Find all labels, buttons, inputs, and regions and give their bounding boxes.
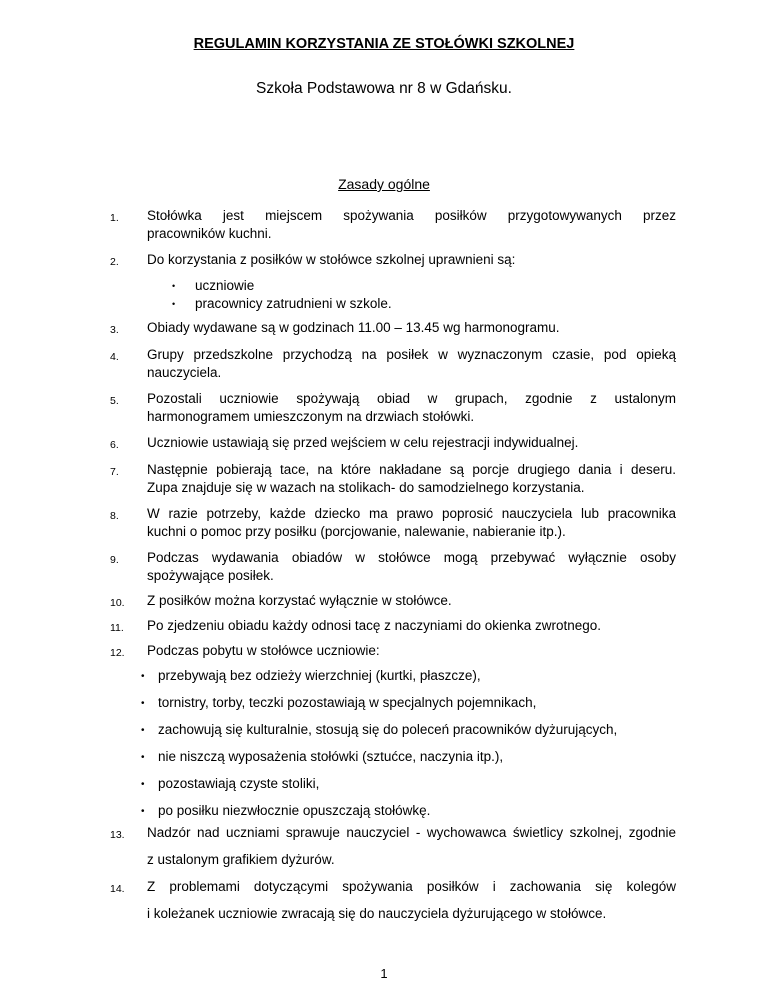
rule-number: 12. [110, 647, 125, 659]
bullet-icon: • [141, 752, 145, 763]
list-item: pozostawiają czyste stoliki, [158, 776, 320, 791]
rule-text: Obiady wydawane są w godzinach 11.00 – 13.45 wg harmonogramu. [147, 320, 560, 335]
rule-text: Nadzór nad uczniami sprawuje nauczyciel - wychowawca świetlicy szkolnej, zgodnie [147, 825, 676, 840]
list-item: pracownicy zatrudnieni w szkole. [195, 296, 392, 311]
list-item: tornistry, torby, teczki pozostawiają w specjalnych pojemnikach, [158, 695, 537, 710]
bullet-icon: • [172, 299, 176, 309]
rule-number: 6. [110, 439, 119, 451]
rule-text: Do korzystania z posiłków w stołówce szkolnej uprawnieni są: [147, 252, 516, 267]
rule-text: Następnie pobierają tace, na które nakładane są porcje drugiego dania i deseru. [147, 462, 676, 477]
list-item: zachowują się kulturalnie, stosują się do poleceń pracowników dyżurujących, [158, 722, 618, 737]
rule-number: 3. [110, 324, 119, 336]
list-item: nie niszczą wyposażenia stołówki (sztućce, naczynia itp.), [158, 749, 504, 764]
rule-text: Grupy przedszkolne przychodzą na posiłek w wyznaczonym czasie, pod opieką [147, 347, 676, 362]
document-title: REGULAMIN KORZYSTANIA ZE STOŁÓWKI SZKOLNEJ [193, 36, 575, 52]
rule-text: nauczyciela. [147, 365, 222, 380]
rule-text: Zupa znajduje się w wazach na stolikach- do samodzielnego korzystania. [147, 480, 585, 495]
rule-text: spożywające posiłek. [147, 568, 274, 583]
rule-text: Z posiłków można korzystać wyłącznie w stołówce. [147, 593, 452, 608]
rule-number: 8. [110, 510, 119, 522]
bullet-icon: • [141, 698, 145, 709]
rule-number: 10. [110, 597, 125, 609]
list-item: po posiłku niezwłocznie opuszczają stołówkę. [158, 803, 431, 818]
rule-text: Podczas pobytu w stołówce uczniowie: [147, 643, 380, 658]
rule-text: Z problemami dotyczącymi spożywania posiłków i zachowania się kolegów [147, 879, 676, 894]
rule-text: i koleżanek uczniowie zwracają się do nauczyciela dyżurującego w stołówce. [147, 906, 607, 921]
bullet-icon: • [141, 725, 145, 736]
rule-text: harmonogramem umieszczonym na drzwiach stołówki. [147, 409, 475, 424]
bullet-icon: • [172, 281, 176, 291]
bullet-icon: • [141, 806, 145, 817]
rule-text: Po zjedzeniu obiadu każdy odnosi tacę z naczyniami do okienka zwrotnego. [147, 618, 602, 633]
rule-number: 7. [110, 466, 119, 478]
rule-number: 2. [110, 256, 119, 268]
rule-text: W razie potrzeby, każde dziecko ma prawo poprosić nauczyciela lub pracownika [147, 506, 676, 521]
bullet-icon: • [141, 671, 145, 682]
rule-number: 4. [110, 351, 119, 363]
rule-number: 5. [110, 395, 119, 407]
rule-text: Pozostali uczniowie spożywają obiad w grupach, zgodnie z ustalonym [147, 391, 676, 406]
rule-number: 1. [110, 212, 119, 224]
rule-text: Podczas wydawania obiadów w stołówce mogą przebywać wyłącznie osoby [147, 550, 676, 565]
page-number: 1 [380, 966, 388, 981]
rule-text: Uczniowie ustawiają się przed wejściem w celu rejestracji indywidualnej. [147, 435, 579, 450]
section-heading: Zasady ogólne [338, 176, 430, 192]
rule-number: 9. [110, 554, 119, 566]
rule-number: 13. [110, 829, 125, 841]
rule-text: Stołówka jest miejscem spożywania posiłków przygotowywanych przez [147, 208, 676, 223]
list-item: przebywają bez odzieży wierzchniej (kurtki, płaszcze), [158, 668, 481, 683]
rule-number: 11. [110, 622, 124, 634]
rule-text: pracowników kuchni. [147, 226, 272, 241]
rule-number: 14. [110, 883, 125, 895]
rule-text: z ustalonym grafikiem dyżurów. [147, 852, 335, 867]
school-name: Szkoła Podstawowa nr 8 w Gdańsku. [256, 80, 512, 97]
bullet-icon: • [141, 779, 145, 790]
list-item: uczniowie [195, 278, 255, 293]
rule-text: kuchni o pomoc przy posiłku (porcjowanie, nalewanie, nabieranie itp.). [147, 524, 566, 539]
